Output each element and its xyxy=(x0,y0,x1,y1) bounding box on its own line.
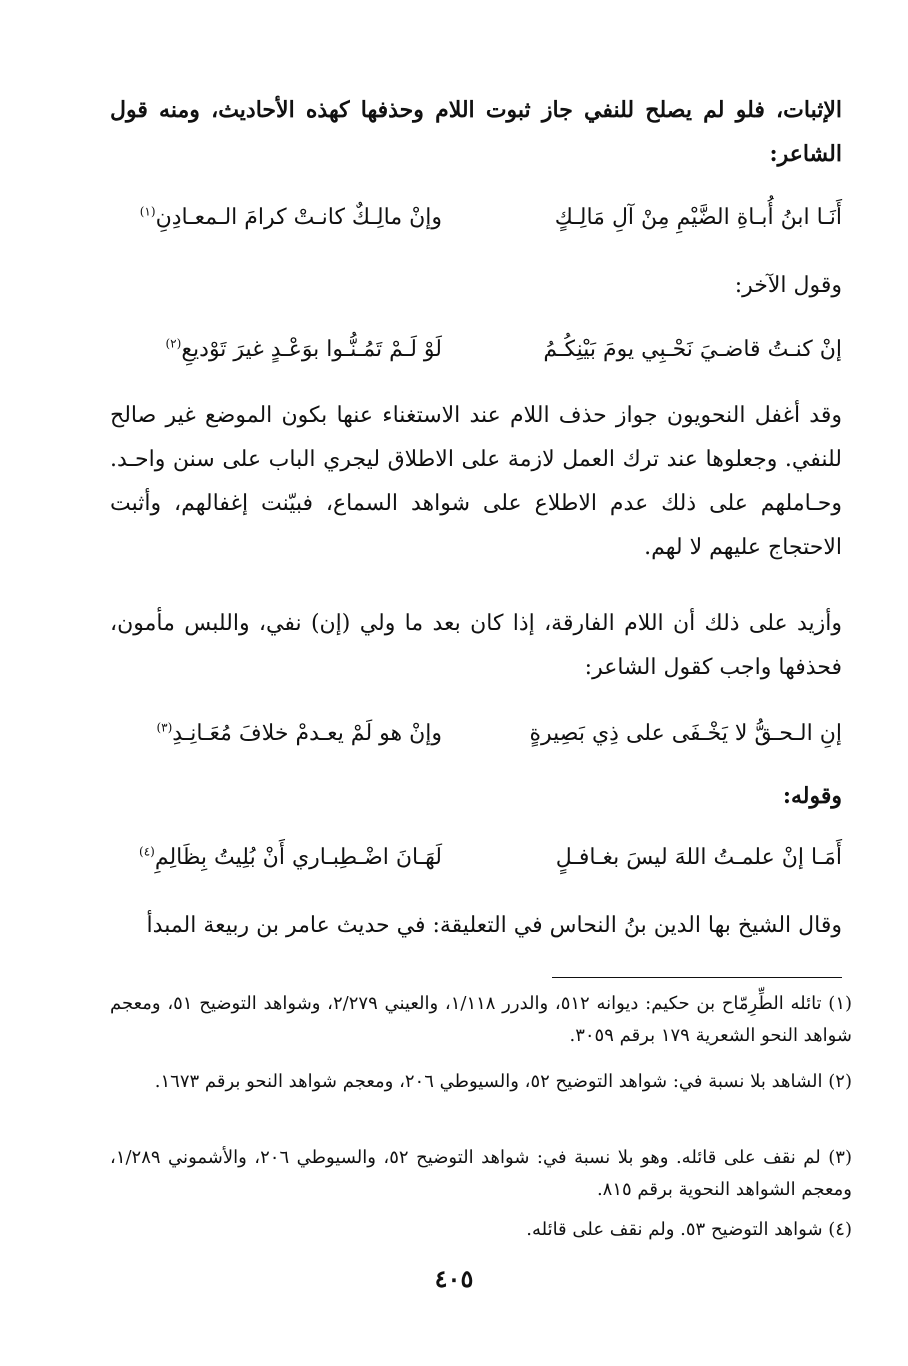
footnote-separator xyxy=(552,977,842,978)
verse-1-hemistich-2 xyxy=(140,196,442,240)
other-poet-line: وقول الآخر: xyxy=(734,273,842,298)
footnote-1: (١) تائله الطِّرِمّاح بن حكيم: ديوانه ٥١٢، والدرر ١/١١٨، والعيني ٢/٢٧٩، وشواهد التوضيح ٥١، ومعجم شواهد النحو الشعرية ١٧٩ برقم ٣٠٥٩. xyxy=(110,993,853,1046)
verse-4-hemistich-2 xyxy=(139,836,442,880)
verse-4-hemistich-2-text: لَهَـانَ اضْـطِبـاري أَنْ بُلِيتُ بِظَالِمِ xyxy=(154,845,442,870)
verse-4 xyxy=(110,836,842,880)
verse-2-hemistich-2 xyxy=(165,328,442,372)
paragraph-intro: الإثبات، فلو لم يصلح للنفي جاز ثبوت اللام وحذفها كهذه الأحاديث، ومنه قول الشاعر: xyxy=(110,97,842,167)
verse-1-hemistich-1: أَنَـا ابنُ أُبـاةِ الضَّيْمِ مِنْ آلِ مَالِـكٍ xyxy=(554,205,842,230)
footnote-ref-2: (٢) xyxy=(165,336,182,351)
paragraph-addition: وأزيد على ذلك أن اللام الفارقة، إذا كان بعد ما ولي (إن) نفي، واللبس مأمون، فحذفها واجب كقول الشاعر: xyxy=(110,611,842,680)
verse-4-hemistich-1: أَمَـا إنْ علمـتُ اللهَ ليسَ بغـافـلٍ xyxy=(555,845,842,870)
page-number: ٤٠٥ xyxy=(434,1264,474,1293)
verse-1 xyxy=(110,196,842,240)
paragraph-omission: وقد أغفل النحويون جواز حذف اللام عند الاستغناء عنها بكون الموضع غير صالح للنفي. وجعلوها عند ترك العمل لازمة على الاطلاق ليجري الباب على سنن واحـد. وحـاملهم على ذلك عدم الاطلاع على شواهد السماع، فبيّنت إغفالهم، وأثبت الاحتجاج عليهم لا لهم. xyxy=(110,403,842,560)
verse-2-hemistich-2-text: لَوْ لَـمْ تَمُـنُّـوا بوَعْـدٍ غيرَ تَوْديعِ xyxy=(181,337,442,362)
footnote-ref-3: (٣) xyxy=(156,720,173,735)
footnote-3: (٣) لم نقف على قائله. وهو بلا نسبة في: شواهد التوضيح ٥٢، والسيوطي ٢٠٦، والأشموني ١/٢٨٩، ومعجم الشواهد النحوية برقم ٨١٥. xyxy=(110,1147,852,1200)
verse-3-hemistich-2-text: وإنْ هو لَمْ يعـدمْ خلافَ مُعَـانِـدِ xyxy=(172,721,442,746)
verse-1-hemistich-2-text: وإنْ مالِـكٌ كانـتْ كرامَ الـمعـادِنِ xyxy=(155,205,442,230)
footnote-ref-1: (١) xyxy=(139,204,156,219)
verse-2-hemistich-1: إنْ كنـتُ قاضـيَ نَحْـبِي يومَ بَيْنِكُـمُ xyxy=(543,337,842,362)
paragraph-nahhas: وقال الشيخ بها الدين بنُ النحاس في التعليقة: في حديث عامر بن ربيعة المبدأ xyxy=(146,913,842,938)
verse-2 xyxy=(110,328,842,372)
verse-3 xyxy=(110,712,842,756)
footnote-4: (٤) شواهد التوضيح ٥٣. ولم نقف على قائله. xyxy=(526,1219,852,1240)
footnote-ref-4: (٤) xyxy=(139,844,155,859)
footnote-2: (٢) الشاهد بلا نسبة في: شواهد التوضيح ٥٢، والسيوطي ٢٠٦، ومعجم شواهد النحو برقم ١٦٧٣. xyxy=(154,1071,852,1092)
verse-3-hemistich-1: إنِ الـحـقُّ لا يَخْـفَى على ذِي بَصِيرةٍ xyxy=(529,721,842,746)
verse-3-hemistich-2 xyxy=(156,712,442,756)
and-his-saying-line: وقوله: xyxy=(782,783,842,809)
